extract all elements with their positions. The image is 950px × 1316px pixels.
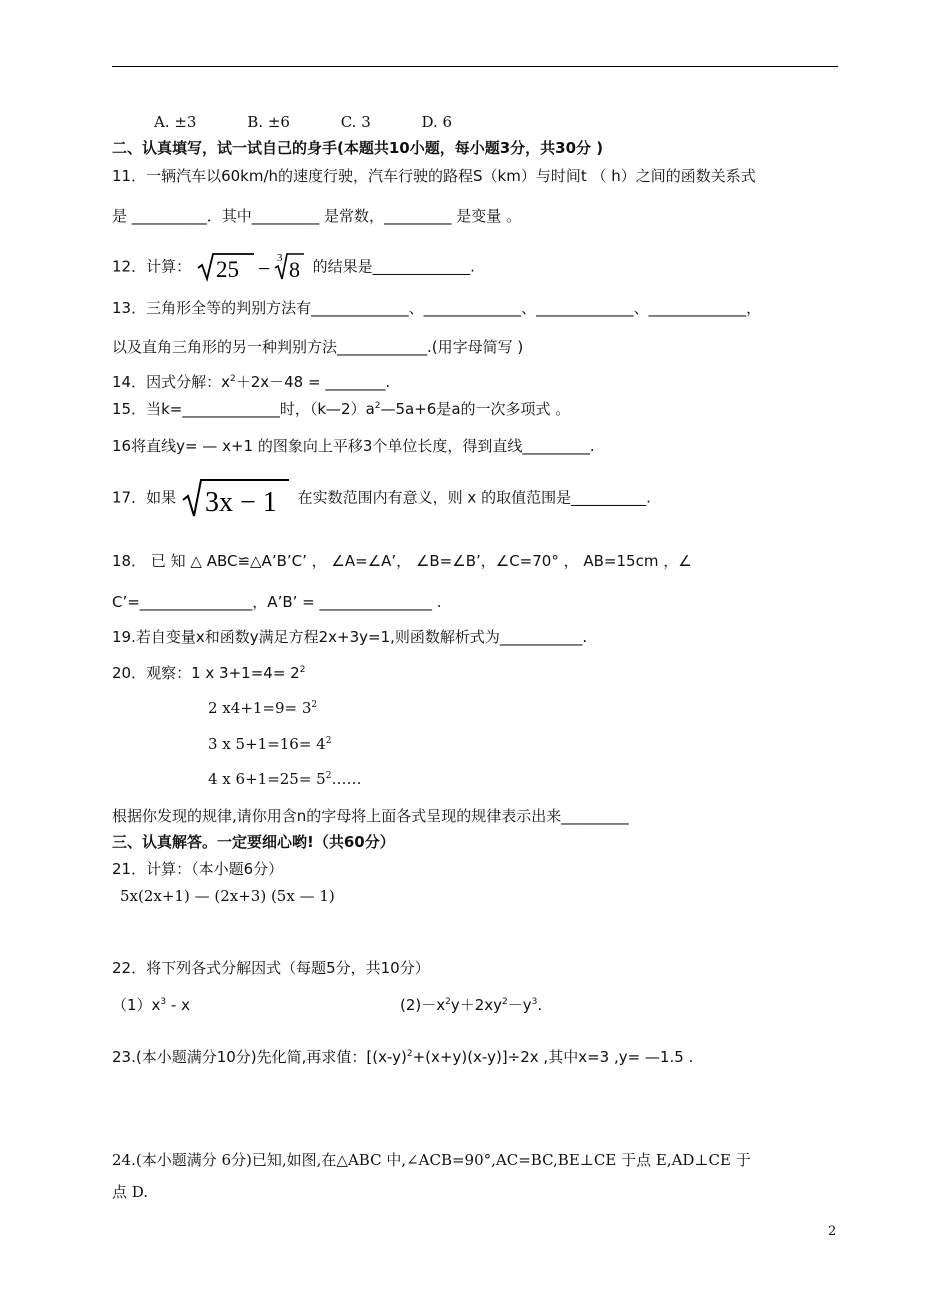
q14-prefix: 14．因式分解：x [112, 373, 230, 391]
q23-exponent: 2 [406, 1049, 413, 1059]
q17-radical-expression [181, 476, 293, 520]
q12-suffix: 的结果是_____________. [312, 257, 475, 276]
q15-suffix: —5a+6是a的一次多项式 。 [380, 400, 571, 418]
q14 [112, 372, 390, 392]
q20-expr-3: 3 x 5+1=16= 4 [208, 735, 326, 753]
q20-instruction: 根据你发现的规律,请你用含n的字母将上面各式呈现的规律表示出来_________ [112, 807, 629, 825]
q17 [112, 476, 651, 520]
q23-suffix: +(x+y)(x-y)]÷2x ,其中x=3 ,y= —1.5 . [412, 1048, 694, 1066]
q20-row-3 [208, 734, 331, 754]
q20-ellipsis: …… [331, 770, 362, 788]
q20-exponent-1: 2 [299, 665, 306, 675]
q12-radicand-2: 8 [288, 257, 300, 282]
q24-line2: 点 D. [112, 1183, 149, 1201]
q22-p2-a: (2)－x [400, 996, 446, 1014]
q22-p1-suffix: - x [166, 996, 190, 1014]
option-a: A. ±3 [154, 113, 197, 131]
q22-p1-prefix: （1）x [112, 996, 161, 1014]
q13-line2: 以及直角三角形的另一种判别方法____________.(用字母简写 ) [112, 338, 524, 356]
q15-prefix: 15．当k=_____________时，（k—2）a [112, 400, 375, 418]
q22-p2-c: －y [507, 996, 532, 1014]
q22-p2-exp2: 2 [502, 997, 508, 1007]
option-b: B. ±6 [247, 113, 290, 131]
q20-exponent-3: 2 [325, 736, 332, 746]
q12-minus: − [257, 256, 271, 281]
q22-title: 22．将下列各式分解因式（每题5分，共10分） [112, 959, 430, 977]
q20-row-1 [112, 663, 305, 683]
q11-line1: 11．一辆汽车以60km/h的速度行驶，汽车行驶的路程S（km）与时间t （ h）之间的函数关系式 [112, 167, 756, 185]
q23 [112, 1047, 693, 1067]
q17-radicand: 3x − 1 [204, 487, 277, 518]
q22-p1-exponent: 3 [160, 997, 167, 1007]
q11-line2: 是 __________．其中_________ 是常数，_________ 是变量 。 [112, 207, 522, 225]
section-3-heading: 三、认真解答。一定要细心哟!（共60分） [112, 833, 395, 851]
q22-part-1 [112, 995, 190, 1015]
q20-expr-1: 1 x 3+1=4= 2 [191, 664, 300, 682]
option-d: D. 6 [421, 113, 453, 131]
q14-suffix: ＋2x－48 = ________. [235, 373, 391, 391]
q15 [112, 399, 570, 419]
q12-prefix: 12．计算： [112, 257, 192, 276]
q13-line1: 13．三角形全等的判别方法有_____________、_____________、_____________、_____________， [112, 299, 762, 317]
q20-expr-4: 4 x 6+1=25= 5 [208, 770, 326, 788]
q17-prefix: 17．如果 [112, 488, 177, 507]
q20-exponent-2: 2 [311, 700, 318, 710]
q20-exponent-4: 2 [325, 771, 332, 781]
q22-part-2 [400, 995, 542, 1015]
q19: 19.若自变量x和函数y满足方程2x+3y=1,则函数解析式为___________. [112, 628, 588, 646]
section-2-heading: 二、认真填写，试一试自己的身手(本题共10小题，每小题3分，共30分 ) [112, 139, 604, 157]
q20-expr-2: 2 x4+1=9= 3 [208, 699, 312, 717]
q12-radicand-1: 25 [215, 257, 239, 282]
q20-row-4 [208, 769, 361, 789]
header-rule [112, 66, 838, 67]
q18-line2: C’=_______________，A’B’ = _______________ . [112, 593, 442, 611]
option-c: C. 3 [340, 113, 371, 131]
q23-prefix: 23.(本小题满分10分)先化简,再求值：[(x-y) [112, 1048, 407, 1066]
q22-p2-b: y＋2xy [450, 996, 503, 1014]
q15-exponent: 2 [374, 401, 381, 411]
q24-line1: 24.(本小题满分 6分)已知,如图,在△ABC 中,∠ACB=90°,AC=BC,BE⊥CE 于点 E,AD⊥CE 于 [112, 1151, 751, 1169]
q21-title: 21．计算：（本小题6分） [112, 860, 284, 878]
q22-p2-exp3: 3 [531, 997, 538, 1007]
q12-radical-expression [196, 250, 308, 284]
q22-p2-exp1: 2 [445, 997, 451, 1007]
q10-options [154, 112, 498, 132]
q20-row-2 [208, 698, 317, 718]
q17-suffix: 在实数范围内有意义，则 x 的取值范围是__________. [297, 488, 651, 507]
q14-exponent: 2 [229, 374, 236, 384]
q16: 16将直线y= — x+1 的图象向上平移3个单位长度，得到直线_________. [112, 437, 595, 455]
page-number: 2 [828, 1224, 837, 1239]
q22-p2-d: . [537, 996, 543, 1014]
q20-label: 20．观察： [112, 664, 192, 682]
q12 [112, 250, 475, 284]
q12-root-index: 3 [276, 252, 283, 264]
q18-line1: 18． 已 知 △ ABC≌△A’B’C’ ， ∠A=∠A’， ∠B=∠B’，∠C=70° ， AB=15cm ，∠ [112, 552, 692, 570]
q21-expression: 5x(2x+1) — (2x+3) (5x — 1) [120, 887, 335, 905]
